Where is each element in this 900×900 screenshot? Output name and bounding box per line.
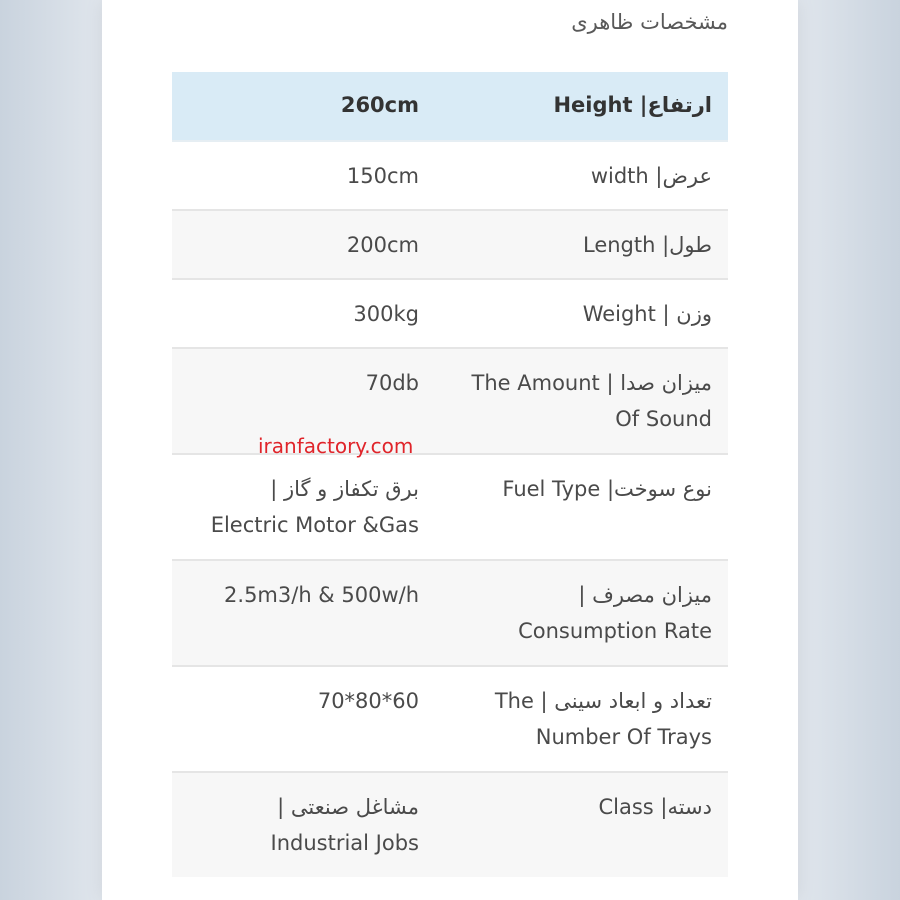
row-key-text: میزان مصرف | (578, 583, 712, 607)
row-value-text: 150cm (346, 164, 419, 188)
table-row (172, 455, 728, 561)
row-key-text: طول| Length (582, 233, 712, 257)
row-key (435, 211, 728, 278)
row-value (172, 142, 435, 209)
row-value-text: مشاغل صنعتی | (277, 795, 419, 819)
row-value (172, 280, 435, 347)
row-key (435, 667, 728, 771)
row-value-text: 300kg (353, 302, 419, 326)
header-key-text: ارتفاع| Height (553, 93, 712, 117)
table-row (172, 561, 728, 667)
row-key-text: میزان صدا | The Amount (471, 371, 712, 395)
row-key (435, 142, 728, 209)
row-key-text: دسته| Class (598, 795, 712, 819)
row-key-text: Number Of Trays (535, 725, 712, 749)
row-key (435, 280, 728, 347)
row-key (435, 349, 728, 453)
table-row (172, 142, 728, 211)
row-value-text: 200cm (346, 233, 419, 257)
watermark-text: iranfactory.com (258, 434, 414, 458)
row-value (172, 667, 435, 771)
row-value (172, 561, 435, 665)
row-key-text: تعداد و ابعاد سینی | The (494, 689, 712, 713)
row-key-text: نوع سوخت| Fuel Type (502, 477, 712, 501)
table-row (172, 773, 728, 877)
row-value-text: برق تکفاز و گاز | (270, 477, 419, 501)
header-value (172, 72, 435, 140)
row-key-text: وزن | Weight (582, 302, 712, 326)
background-right (780, 0, 900, 900)
content-card (102, 0, 798, 900)
header-value-text: 260cm (340, 93, 419, 117)
table-row (172, 667, 728, 773)
table-row (172, 211, 728, 280)
row-key (435, 773, 728, 877)
section-title: مشخصات ظاهری (571, 10, 728, 34)
row-value-text: Electric Motor &Gas (210, 513, 419, 537)
table-header-row (172, 72, 728, 142)
row-value (172, 773, 435, 877)
row-key (435, 561, 728, 665)
row-value-text: 2.5m3/h & 500w/h (224, 583, 419, 607)
table-row (172, 280, 728, 349)
row-value (172, 211, 435, 278)
row-value-text: 70db (365, 371, 419, 395)
row-key-text: Of Sound (615, 407, 712, 431)
row-value-text: Industrial Jobs (270, 831, 419, 855)
header-key (435, 72, 728, 140)
specifications-table (172, 72, 728, 877)
row-key-text: عرض| width (590, 164, 712, 188)
row-key-text: Consumption Rate (518, 619, 712, 643)
row-value (172, 455, 435, 559)
table-row (172, 349, 728, 455)
row-value-text: 70*80*60 (317, 689, 419, 713)
row-key (435, 455, 728, 559)
